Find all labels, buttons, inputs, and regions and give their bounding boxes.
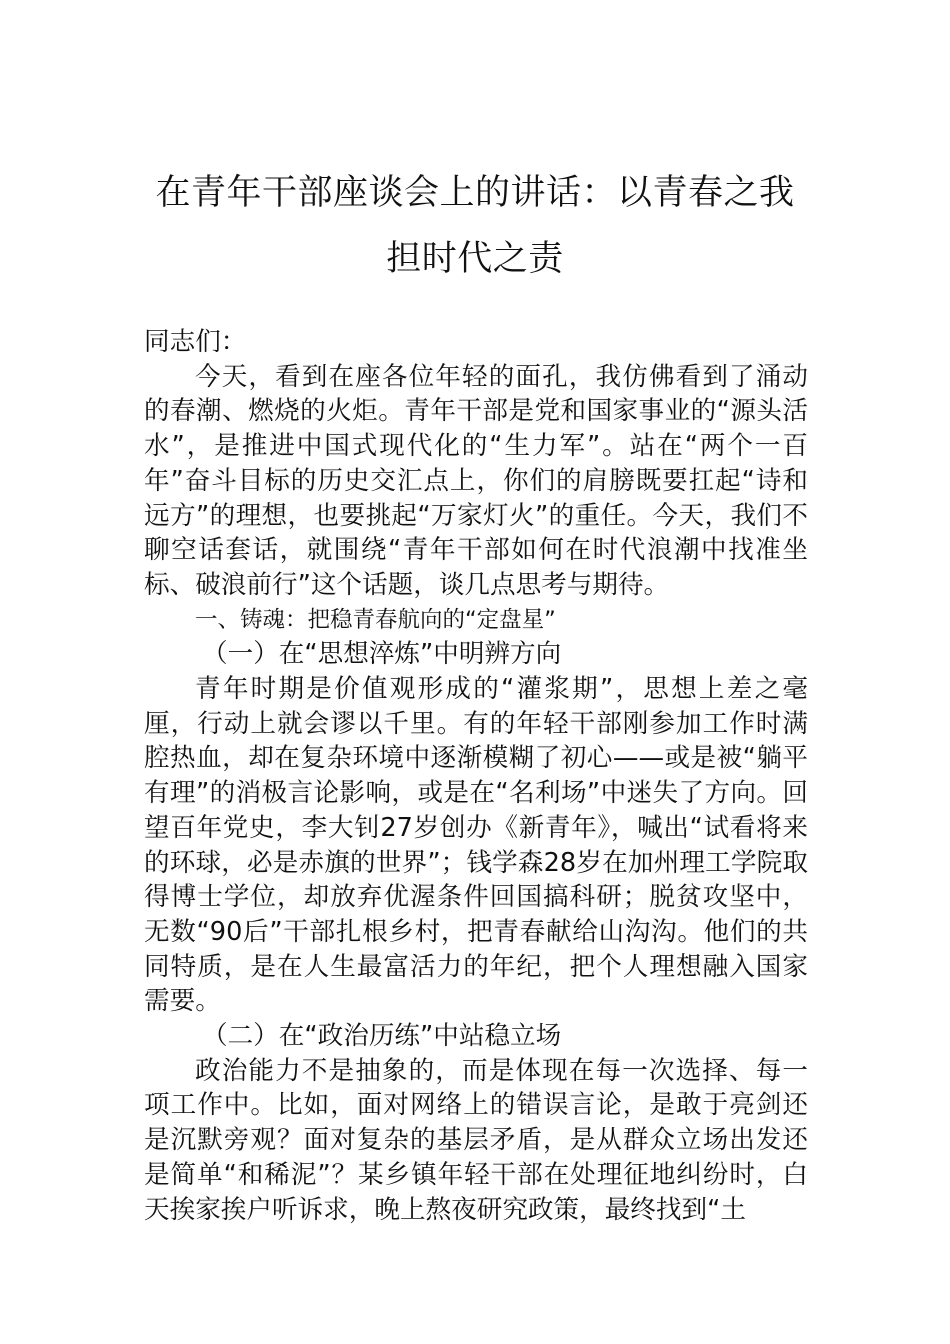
subsection-heading-1: （一）在“思想淬炼”中明辨方向 bbox=[202, 639, 562, 670]
document-title bbox=[120, 160, 830, 292]
paragraph-2: 政治能力不是抽象的，而是体现在每一次选择、每一项工作中。比如，面对网络上的错误言论，是敢于亮剑还是沉默旁观？面对复杂的基层矛盾，是从群众立场出发还是简单“和稀泥”？某乡镇年轻干部在处理征地纠纷时，白天挨家挨户听诉求，晚上熬夜研究政策，最终找到“土 bbox=[144, 1055, 808, 1225]
salutation: 同志们： bbox=[144, 327, 247, 357]
section-heading-1: 一、铸魂：把稳青春航向的“定盘星” bbox=[195, 606, 556, 633]
title-line-2: 担时代之责 bbox=[386, 239, 564, 279]
title-line-1: 在青年干部座谈会上的讲话：以青春之我 bbox=[155, 173, 795, 213]
subsection-heading-2: （二）在“政治历练”中站稳立场 bbox=[202, 1021, 562, 1052]
paragraph-1: 青年时期是价值观形成的“灌浆期”，思想上差之毫厘，行动上就会谬以千里。有的年轻干部刚参加工作时满腔热血，却在复杂环境中逐渐模糊了初心——或是被“躺平有理”的消极言论影响，或是在“名利场”中迷失了方向。回望百年党史，李大钊27岁创办《新青年》，喊出“试看将来的环球，必是赤旗的世界”；钱学森28岁在加州理工学院取得博士学位，却放弃优渥条件回国搞科研；脱贫攻坚中，无数“90后”干部扎根乡村，把青春献给山沟沟。他们的共同特质，是在人生最富活力的年纪，把个人理想融入国家需要。 bbox=[144, 674, 808, 1017]
paragraph-intro: 今天，看到在座各位年轻的面孔，我仿佛看到了涌动的春潮、燃烧的火炬。青年干部是党和国家事业的“源头活水”，是推进中国式现代化的“生力军”。站在“两个一百年”奋斗目标的历史交汇点上，你们的肩膀既要扛起“诗和远方”的理想，也要挑起“万家灯火”的重任。今天，我们不聊空话套话，就围绕“青年干部如何在时代浪潮中找准坐标、破浪前行”这个话题，谈几点思考与期待。 bbox=[144, 361, 808, 600]
document-body bbox=[144, 325, 808, 1227]
